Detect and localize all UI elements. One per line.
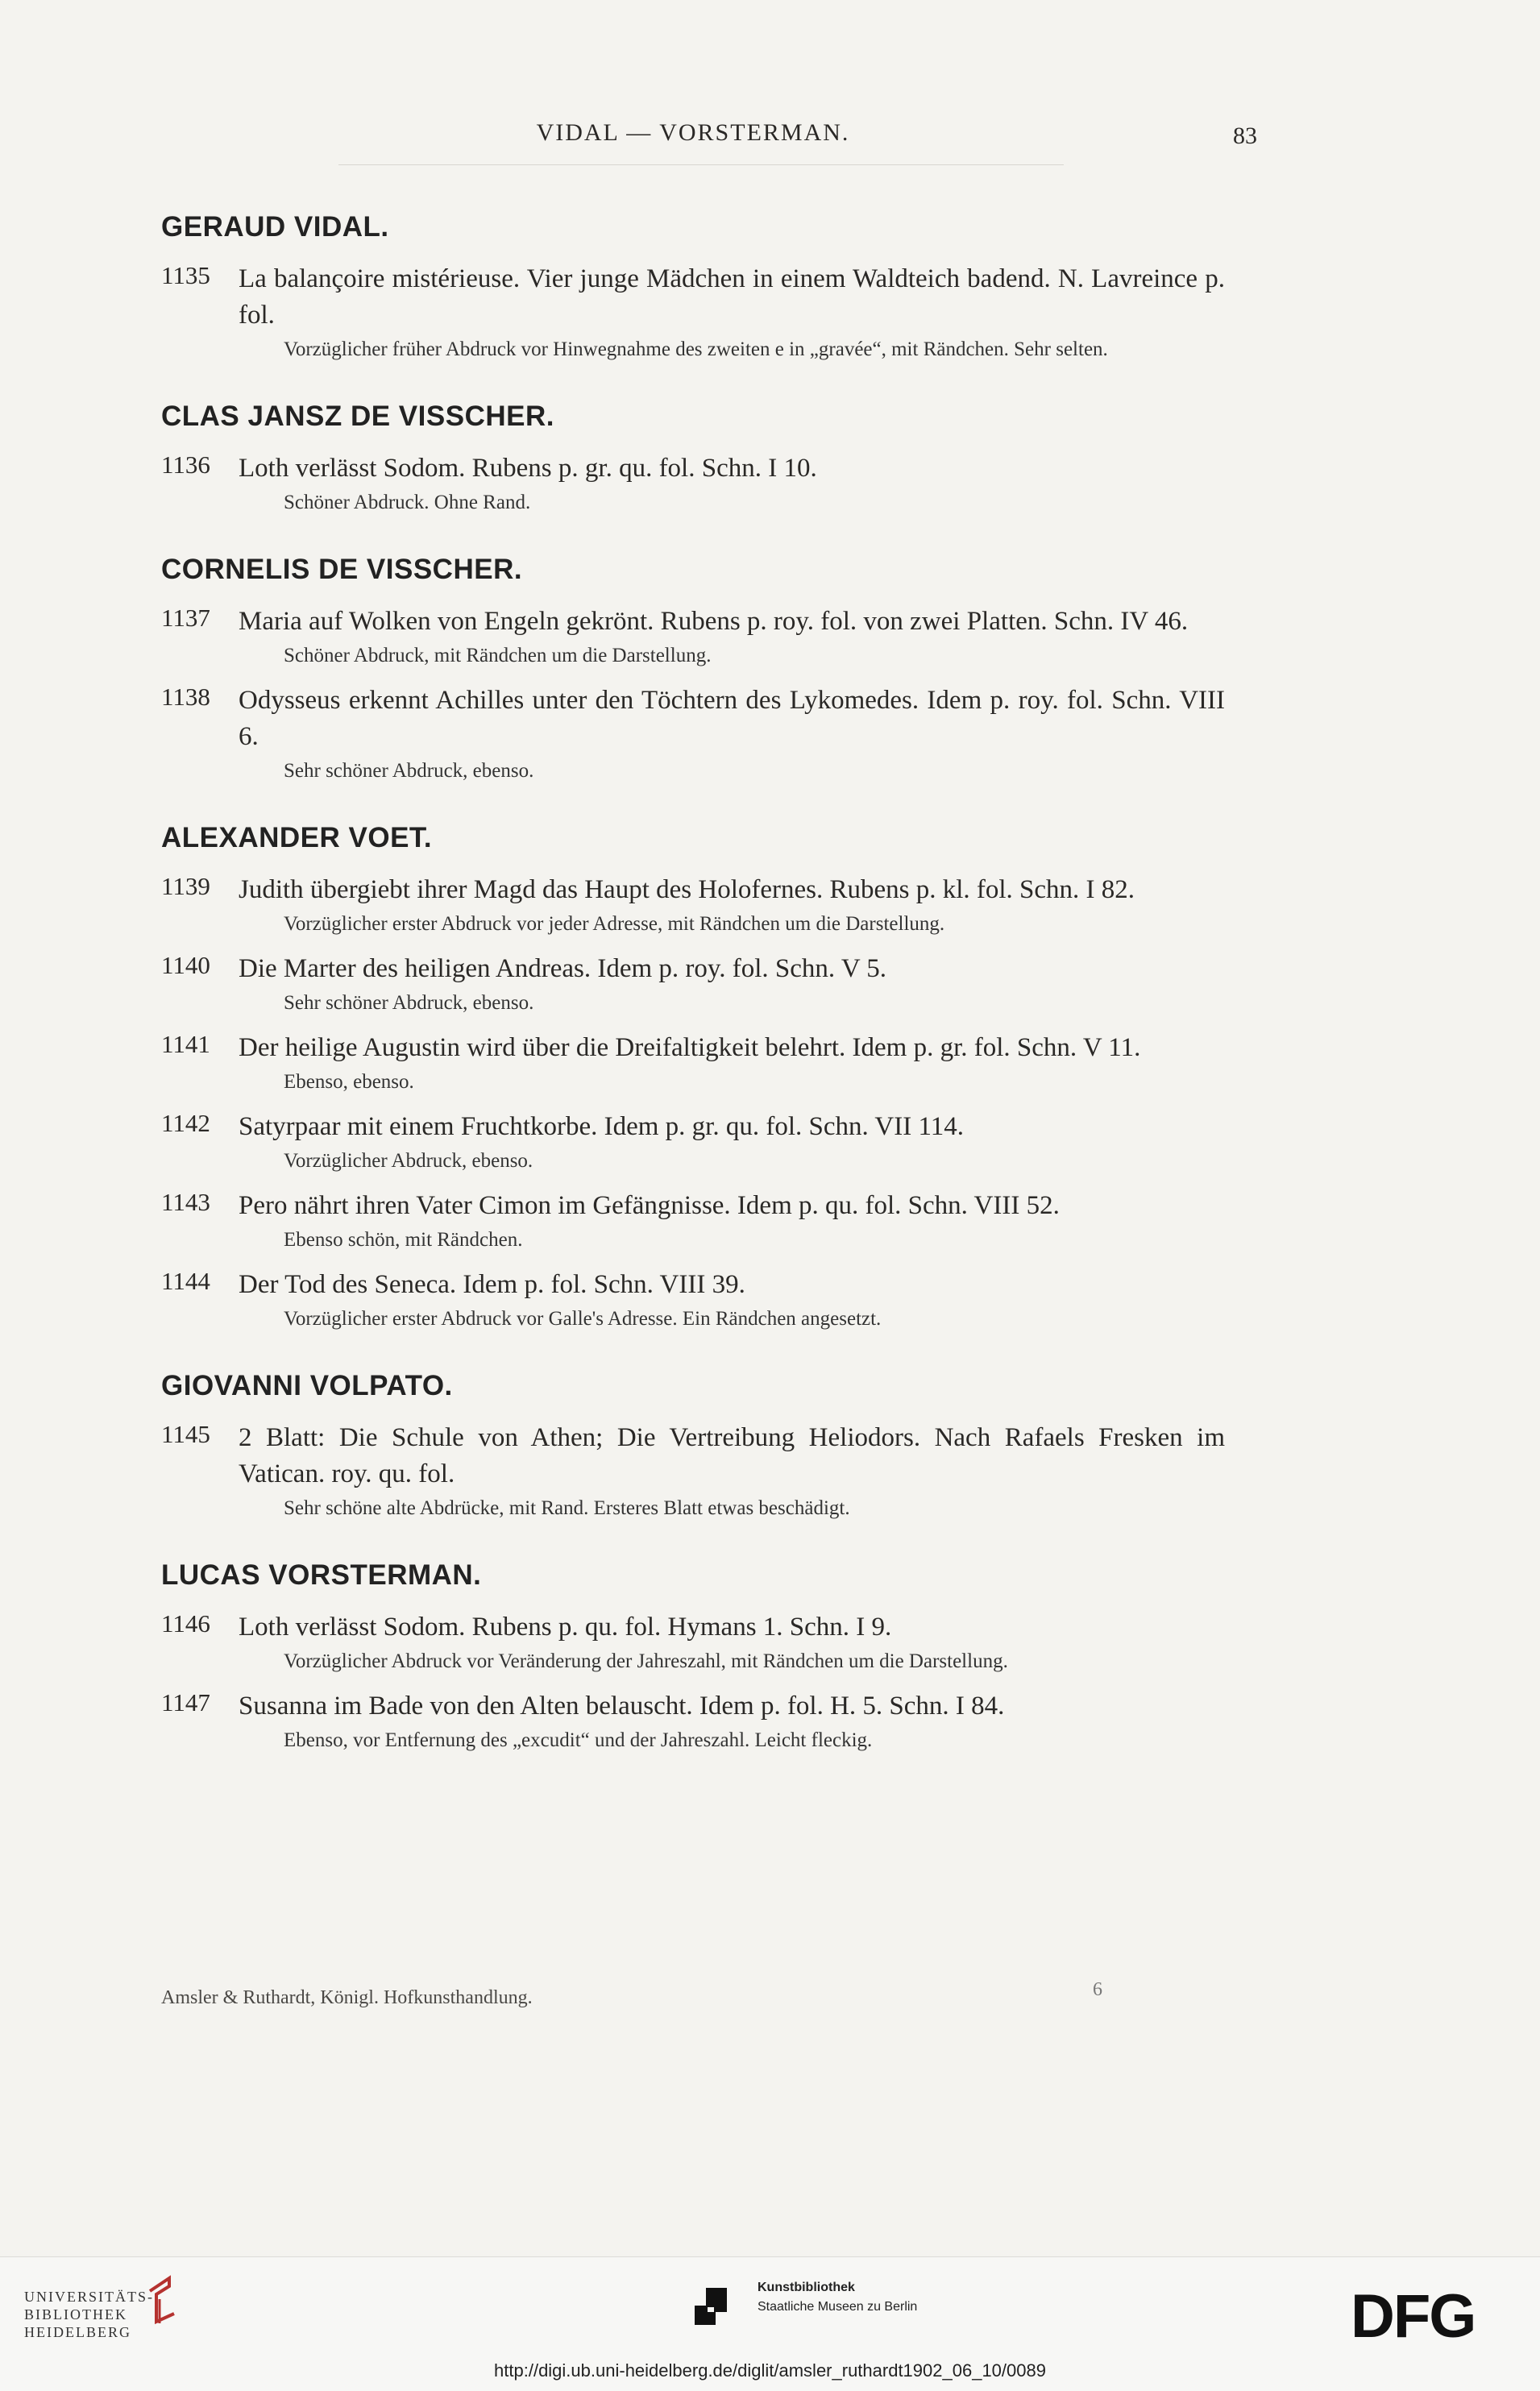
artist-section [161,1370,1225,1524]
lot-number: 1135 [161,261,210,289]
lot-condition-note: Sehr schöner Abdruck, ebenso. [284,992,534,1014]
lot-title: La balançoire mistérieuse. Vier junge Mädchen in einem Waldteich badend. N. Lavreince p. fol. [239,264,1225,330]
lot-title: Die Marter des heiligen Andreas. Idem p. roy. fol. Schn. V 5. [239,954,887,983]
lot-title: Judith übergiebt ihrer Magd das Haupt des Holofernes. Rubens p. kl. fol. Schn. I 82. [239,875,1135,904]
lot-title: Der Tod des Seneca. Idem p. fol. Schn. VIII 39. [239,1270,745,1299]
artist-heading: ALEXANDER VOET. [161,822,433,853]
lot-condition-note: Sehr schöne alte Abdrücke, mit Rand. Ersteres Blatt etwas beschädigt. [284,1497,850,1519]
lot-condition-note: Vorzüglicher Abdruck, ebenso. [284,1150,533,1172]
lot-number: 1143 [161,1188,210,1216]
lot-title: Pero nährt ihren Vater Cimon im Gefängnisse. Idem p. qu. fol. Schn. VIII 52. [239,1191,1060,1220]
lot-number: 1142 [161,1109,210,1137]
lot-number: 1139 [161,872,210,900]
lot-condition-note: Vorzüglicher früher Abdruck vor Hinwegnahme des zweiten e in „gravée“, mit Rändchen. Sehr selten. [284,338,1108,360]
lot-condition-note: Ebenso schön, mit Rändchen. [284,1229,523,1251]
viewer-footer-bar [0,2256,1540,2391]
catalogue-entry [161,604,1225,671]
lot-condition-note: Vorzüglicher erster Abdruck vor Galle's Adresse. Ein Rändchen angesetzt. [284,1308,882,1330]
header-rule [338,164,1064,165]
dfg-logo: DFG [1351,2282,1476,2351]
lot-number: 1146 [161,1609,210,1638]
lot-number: 1140 [161,951,210,979]
catalogue-entry [161,450,1225,518]
catalogue-entry [161,951,1225,1019]
publisher-line: Amsler & Ruthardt, Königl. Hofkunsthandlung. [161,1987,533,2008]
catalogue-entry [161,1420,1225,1524]
lot-title: Der heilige Augustin wird über die Dreifaltigkeit belehrt. Idem p. gr. fol. Schn. V 11. [239,1033,1141,1062]
kunstbibliothek-label: Kunstbibliothek Staatliche Museen zu Berlin [758,2281,918,2314]
artist-heading: LUCAS VORSTERMAN. [161,1559,482,1591]
lot-title: 2 Blatt: Die Schule von Athen; Die Vertreibung Heliodors. Nach Rafaels Fresken im Vatican. roy. qu. fol. [239,1423,1225,1488]
artist-heading: CLAS JANSZ DE VISSCHER. [161,401,554,432]
university-logo-icon [145,2275,181,2331]
lot-title: Loth verlässt Sodom. Rubens p. qu. fol. Hymans 1. Schn. I 9. [239,1613,892,1642]
catalogue-entry [161,1109,1225,1177]
permalink-url[interactable]: http://digi.ub.uni-heidelberg.de/diglit/amsler_ruthardt1902_06_10/0089 [494,2360,1046,2381]
lot-condition-note: Ebenso, ebenso. [284,1071,414,1093]
lot-number: 1137 [161,604,210,632]
lot-number: 1145 [161,1420,210,1448]
artist-section [161,211,1225,365]
lot-condition-note: Vorzüglicher Abdruck vor Veränderung der Jahreszahl, mit Rändchen um die Darstellung. [284,1650,1008,1672]
artist-heading: CORNELIS DE VISSCHER. [161,554,523,585]
lot-condition-note: Sehr schöner Abdruck, ebenso. [284,760,534,782]
page-number: 83 [1233,122,1257,149]
lot-condition-note: Ebenso, vor Entfernung des „excudit“ und der Jahreszahl. Leicht fleckig. [284,1729,873,1751]
lot-condition-note: Schöner Abdruck. Ohne Rand. [284,492,531,513]
lot-number: 1147 [161,1688,210,1716]
lot-title: Susanna im Bade von den Alten belauscht. Idem p. fol. H. 5. Schn. I 84. [239,1692,1005,1721]
lot-number: 1141 [161,1030,210,1058]
lot-title: Loth verlässt Sodom. Rubens p. gr. qu. fol. Schn. I 10. [239,454,817,483]
lot-condition-note: Schöner Abdruck, mit Rändchen um die Darstellung. [284,645,712,666]
catalogue-entry [161,1188,1225,1256]
artist-section [161,1559,1225,1756]
lot-title: Maria auf Wolken von Engeln gekrönt. Rubens p. roy. fol. von zwei Platten. Schn. IV 46. [239,607,1189,636]
catalogue-entry [161,1267,1225,1335]
catalogue-entry [161,1688,1225,1756]
signature-mark: 6 [1093,1979,1102,2000]
running-title: VIDAL — VORSTERMAN. [536,119,850,146]
lot-title: Odysseus erkennt Achilles unter den Töchtern des Lykomedes. Idem p. roy. fol. Schn. VIII 6. [239,686,1225,751]
catalogue-entry [161,683,1225,787]
catalogue-entry [161,261,1225,365]
running-header [161,119,1257,152]
kunstbibliothek-logo-icon [695,2288,727,2325]
catalogue-entry [161,872,1225,940]
lot-number: 1144 [161,1267,210,1295]
lot-number: 1138 [161,683,210,711]
catalogue-entry [161,1030,1225,1098]
artist-section [161,554,1225,787]
artist-section [161,401,1225,518]
artist-heading: GIOVANNI VOLPATO. [161,1370,453,1401]
lot-condition-note: Vorzüglicher erster Abdruck vor jeder Adresse, mit Rändchen um die Darstellung. [284,913,945,935]
university-library-text: UNIVERSITÄTS- BIBLIOTHEK HEIDELBERG [24,2289,154,2340]
catalogue-entry [161,1609,1225,1677]
lot-title: Satyrpaar mit einem Fruchtkorbe. Idem p. gr. qu. fol. Schn. VII 114. [239,1112,964,1141]
lot-number: 1136 [161,450,210,479]
artist-heading: GERAUD VIDAL. [161,211,389,243]
artist-section [161,822,1225,1335]
catalogue-content [161,211,1225,1767]
